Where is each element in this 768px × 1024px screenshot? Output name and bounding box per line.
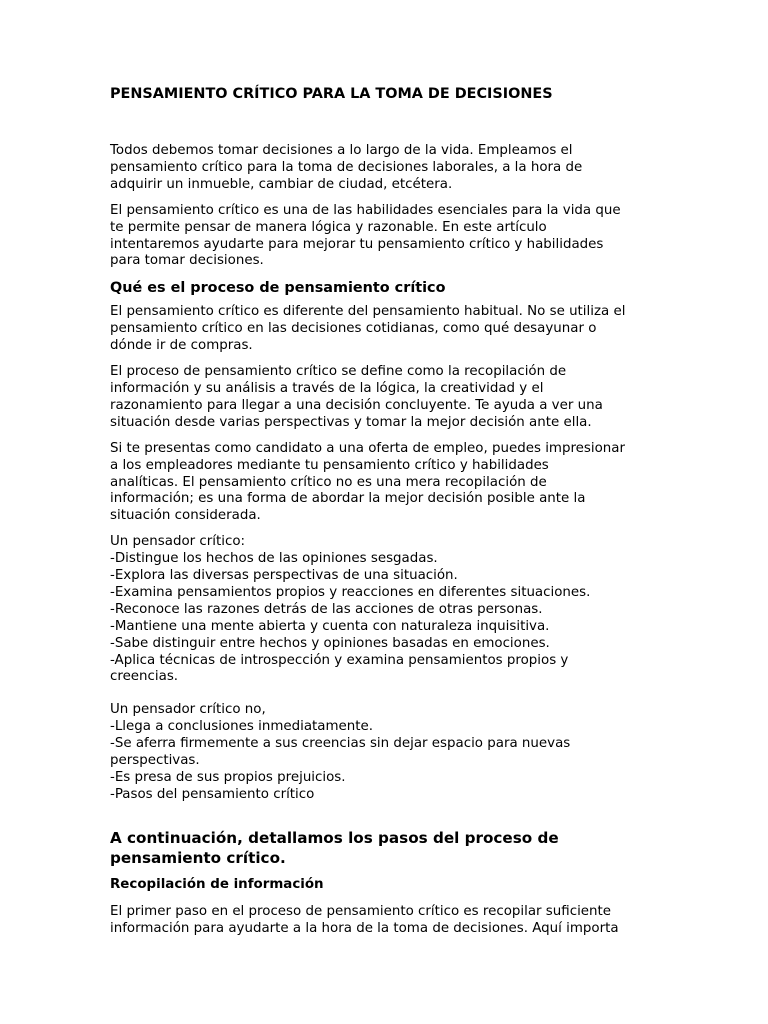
list-item: -Mantiene una mente abierta y cuenta con naturaleza inquisitiva. [110, 618, 550, 634]
text-line: te permite pensar de manera lógica y razonable. En este artículo [110, 219, 547, 235]
text-line: adquirir un inmueble, cambiar de ciudad, etcétera. [110, 176, 453, 192]
list-item: Un pensador crítico: [110, 534, 246, 550]
heading-line: pensamiento crítico. [110, 848, 286, 867]
critical-thinker-list [110, 534, 662, 686]
list-item: perspectivas. [110, 753, 200, 769]
text-line: razonamiento para llegar a una decisión concluyente. Te ayuda a ver una [110, 397, 603, 413]
section-heading-information-gathering: Recopilación de información [110, 876, 324, 892]
list-item: -Sabe distinguir entre hechos y opiniones basadas en emociones. [110, 635, 550, 651]
list-item: -Examina pensamientos propios y reacciones en diferentes situaciones. [110, 584, 591, 600]
text-line: situación considerada. [110, 508, 261, 524]
section3-paragraph-1 [110, 904, 662, 938]
section1-paragraph-1 [110, 304, 662, 355]
text-line: El primer paso en el proceso de pensamiento crítico es recopilar suficiente [110, 903, 612, 919]
list-item: -Llega a conclusiones inmediatamente. [110, 719, 374, 735]
list-item: -Explora las diversas perspectivas de una situación. [110, 568, 458, 584]
text-line: información y su análisis a través de la lógica, la creatividad y el [110, 380, 544, 396]
section1-paragraph-2 [110, 364, 662, 432]
text-line: El proceso de pensamiento crítico se define como la recopilación de [110, 364, 567, 380]
text-line: El pensamiento crítico es diferente del pensamiento habitual. No se utiliza el [110, 304, 626, 320]
section-heading-steps [110, 828, 662, 868]
list-item: Un pensador crítico no, [110, 702, 266, 718]
list-item: -Pasos del pensamiento crítico [110, 786, 315, 802]
intro-paragraph-2 [110, 203, 662, 271]
intro-paragraph-1 [110, 143, 662, 194]
list-item: -Aplica técnicas de introspección y examina pensamientos propios y [110, 652, 569, 668]
list-item: -Se aferra firmemente a sus creencias sin dejar espacio para nuevas [110, 736, 571, 752]
text-line: a los empleadores mediante tu pensamiento crítico y habilidades [110, 457, 549, 473]
section-heading-what-is: Qué es el proceso de pensamiento crítico [110, 280, 446, 297]
text-line: dónde ir de compras. [110, 338, 253, 354]
list-item: -Es presa de sus propios prejuicios. [110, 770, 346, 785]
document-page [110, 84, 662, 938]
list-item: creencias. [110, 669, 179, 685]
critical-thinker-not-list [110, 702, 662, 803]
text-line: analíticas. El pensamiento crítico no es una mera recopilación de [110, 474, 547, 490]
list-item: -Distingue los hechos de las opiniones sesgadas. [110, 551, 438, 567]
text-line: pensamiento crítico para la toma de decisiones laborales, a la hora de [110, 159, 583, 175]
list-item: -Reconoce las razones detrás de las acciones de otras personas. [110, 601, 543, 617]
text-line: para tomar decisiones. [110, 253, 264, 269]
text-line: Todos debemos tomar decisiones a lo largo de la vida. Empleamos el [110, 143, 573, 158]
section1-paragraph-3 [110, 441, 662, 526]
text-line: información para ayudarte a la hora de la toma de decisiones. Aquí importa [110, 920, 619, 936]
text-line: información; es una forma de abordar la mejor decisión posible ante la [110, 491, 586, 507]
text-line: El pensamiento crítico es una de las habilidades esenciales para la vida que [110, 202, 621, 218]
text-line: intentaremos ayudarte para mejorar tu pensamiento crítico y habilidades [110, 236, 604, 252]
heading-line: A continuación, detallamos los pasos del proceso de [110, 828, 559, 847]
text-line: Si te presentas como candidato a una oferta de empleo, puedes impresionar [110, 440, 625, 456]
text-line: situación desde varias perspectivas y tomar la mejor decisión ante ella. [110, 414, 592, 430]
text-line: pensamiento crítico en las decisiones cotidianas, como qué desayunar o [110, 321, 597, 337]
document-title: PENSAMIENTO CRÍTICO PARA LA TOMA DE DECISIONES [110, 86, 553, 102]
